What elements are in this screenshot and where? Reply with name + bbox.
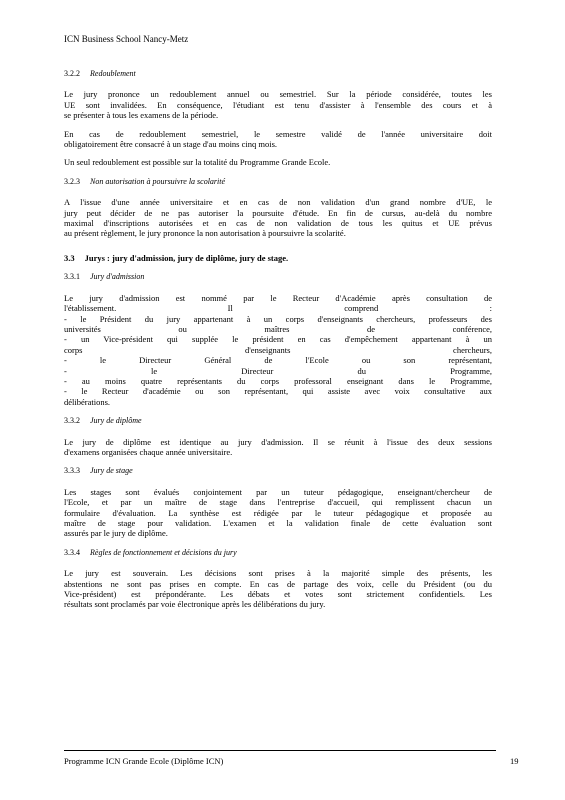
text-line: - le Directeur du Programme, (64, 365, 492, 376)
section-title: Non autorisation à poursuivre la scolarité (90, 176, 226, 186)
section-heading (64, 466, 492, 476)
section-heading (64, 272, 492, 282)
section-heading (64, 548, 492, 558)
document-body (64, 60, 492, 618)
section-heading (64, 177, 492, 187)
text-line: - un Vice-président qui supplée le président en cas d'empêchement appartenant à un (64, 334, 492, 345)
text-line: - le Recteur d'académie ou son représentant, qui assiste avec voix consultative aux (64, 386, 492, 397)
text-line: résultats sont proclamés par voie électronique après les délibérations du jury. (64, 599, 326, 610)
text-line: - le Directeur Général de l'Ecole ou son représentant, (64, 355, 492, 366)
paragraph (64, 89, 492, 120)
paragraph (64, 437, 492, 458)
paragraph (64, 487, 492, 539)
section-title: Jurys : jury d'admission, jury de diplôme, jury de stage. (84, 252, 289, 263)
text-line: au présent règlement, le jury prononce la non autorisation à poursuivre la scolarité. (64, 228, 346, 239)
text-line: En cas de redoublement semestriel, le semestre validé de l'année universitaire doit (64, 128, 492, 139)
footer-divider (64, 750, 496, 751)
paragraph (64, 293, 492, 407)
text-line: Les stages sont évalués conjointement par un tuteur pédagogique, enseignant/chercheur de (64, 486, 492, 497)
text-line: se présenter à tous les examens de la période. (64, 110, 219, 121)
text-line: Le jury d'admission est nommé par le Recteur d'Académie après consultation de (64, 292, 492, 303)
text-line: abstentions ne sont pas prises en compte. En cas de partage des voix, celle du Président (ou du (64, 578, 492, 589)
text-line: l'établissement. Il comprend : (64, 303, 492, 314)
page-number: 19 (510, 756, 519, 766)
text-line: - le Président du jury appartenant à un corps d'enseignants chercheurs, professeurs des (64, 313, 492, 324)
text-line: universités ou maîtres de conférence, (64, 323, 492, 334)
text-line: A l'issue d'une année universitaire et en cas de non validation d'un grand nombre d'UE, le (64, 197, 492, 208)
text-line: Vice-président) est prépondérante. Les débats et votes sont strictement confidentiels. Les (64, 589, 492, 600)
paragraph (64, 157, 492, 167)
text-line: obligatoirement être consacré à un stage d'au moins cinq mois. (64, 139, 278, 150)
text-line: Le jury de diplôme est identique au jury d'admission. Il se réunit à l'issue des deux sessions (64, 436, 492, 447)
text-line: jury peut décider de ne pas autoriser la poursuite d'étude. En fin de cursus, au-delà du nombre (64, 207, 492, 218)
paragraph (64, 129, 492, 150)
section-title: Redoublement (90, 69, 136, 78)
text-line: Un seul redoublement est possible sur la totalité du Programme Grande Ecole. (64, 157, 331, 168)
text-line: Le jury est souverain. Les décisions sont prises à la majorité simple des présents, les (64, 568, 492, 579)
text-line: - au moins quatre représentants du corps professoral enseignant dans le Programme, (64, 375, 492, 386)
text-line: maître de stage pour validation. L'examen et la validation finale de cette évaluation sont (64, 518, 492, 528)
text-line: délibérations. (64, 396, 111, 407)
section-number: 3.3 (64, 252, 75, 263)
text-line: formulaire d'évaluation. La synthèse est rédigée par le tuteur pédagogique et proposée au (64, 507, 492, 518)
text-line: d'examens organisées chaque année universitaire. (64, 446, 233, 457)
text-line: UE sont invalidées. En conséquence, l'étudiant est tenu d'assister à l'ensemble des cours et à (64, 99, 492, 110)
section-heading (64, 416, 492, 426)
text-line: Le jury prononce un redoublement annuel ou semestriel. Sur la période considérée, toutes les (64, 89, 492, 100)
section-title: Règles de fonctionnement et décisions du jury (90, 547, 237, 557)
section-number: 3.2.2 (64, 69, 80, 78)
paragraph (64, 197, 492, 239)
text-line: assurés par le jury de diplôme. (64, 528, 168, 539)
text-line: l'Ecole, et par un maître de stage dans l'entreprise d'accueil, qui remplissent chacun un (64, 497, 492, 508)
section-number: 3.3.2 (64, 416, 80, 426)
text-line: maximal d'inscriptions autorisées et en cas de non validation de tous les quitus et UE prévus (64, 218, 492, 229)
section-title: Jury d'admission (90, 272, 145, 282)
text-line: corps d'enseignants chercheurs, (64, 344, 492, 355)
paragraph (64, 568, 492, 610)
section-number: 3.3.3 (64, 466, 80, 476)
section-heading (64, 69, 492, 79)
section-title: Jury de diplôme (90, 416, 142, 426)
section-title: Jury de stage (90, 466, 133, 476)
section-number: 3.2.3 (64, 176, 80, 186)
section-heading (64, 253, 492, 263)
section-number: 3.3.1 (64, 272, 80, 282)
page-header: ICN Business School Nancy-Metz (64, 34, 189, 44)
page-footer: Programme ICN Grande Ecole (Diplôme ICN) (64, 756, 224, 766)
section-number: 3.3.4 (64, 547, 80, 557)
